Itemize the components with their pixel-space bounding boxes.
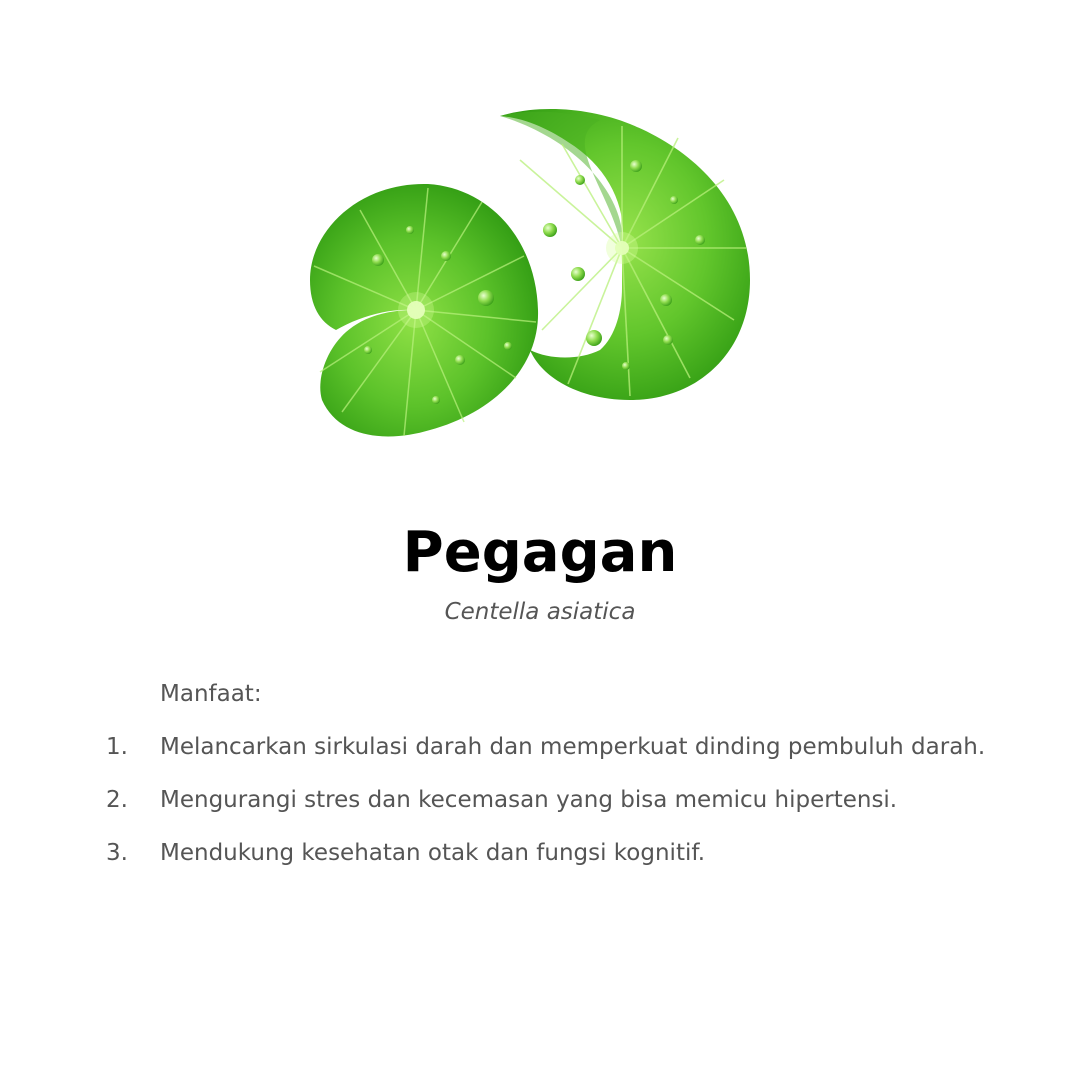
pegagan-leaves-image <box>250 60 790 490</box>
benefit-item <box>106 721 986 774</box>
benefits-section <box>106 668 986 880</box>
plant-name-title: Pegagan <box>402 520 678 585</box>
benefit-number: 2. <box>106 787 128 813</box>
benefit-number: 1. <box>106 734 128 760</box>
benefit-number: 3. <box>106 840 128 866</box>
benefit-item <box>106 774 986 827</box>
leaf-left <box>310 184 538 437</box>
benefit-item <box>106 827 986 880</box>
leaf-right <box>500 109 750 400</box>
benefit-text: Melancarkan sirkulasi darah dan memperkuat dinding pembuluh darah. <box>160 734 986 760</box>
benefit-text: Mendukung kesehatan otak dan fungsi kognitif. <box>160 840 706 866</box>
benefits-heading: Manfaat: <box>160 681 262 707</box>
benefit-text: Mengurangi stres dan kecemasan yang bisa memicu hipertensi. <box>160 787 898 813</box>
scientific-name: Centella asiatica <box>444 599 636 625</box>
